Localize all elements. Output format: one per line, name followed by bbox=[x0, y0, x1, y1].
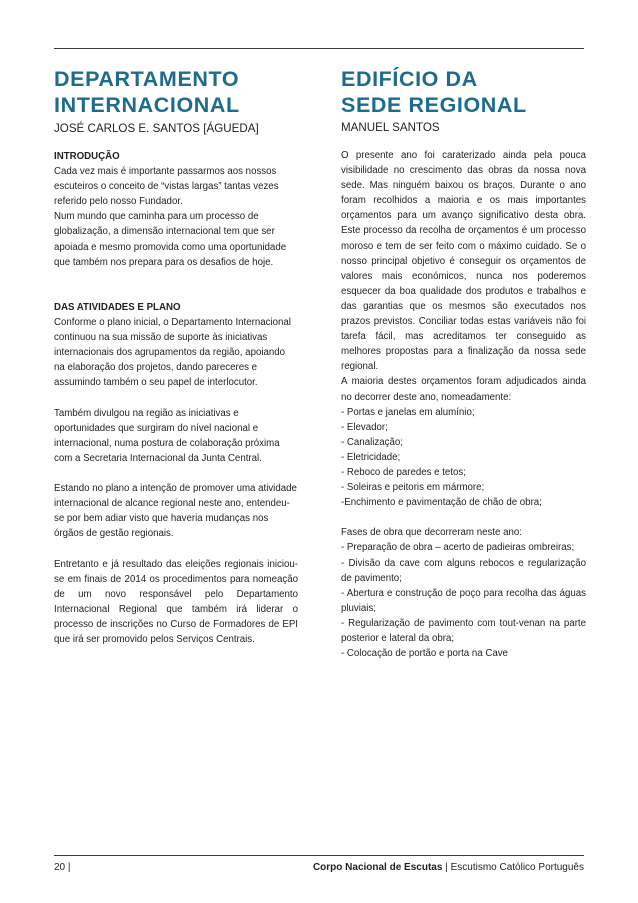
title-line: EDIFÍCIO DA bbox=[341, 67, 478, 91]
list-item: - Canalização; bbox=[341, 436, 403, 448]
list-item: - Portas e janelas em alumínio; bbox=[341, 406, 475, 418]
paragraph: Entretanto e já resultado das eleições regionais iniciou-se em finais de 2014 os procedimentos para nomeação de um novo responsável pelo Departamento Internacional Regional que também irá liderar o processo de inscrições no Curso de Formadores de EPI que irá ser promovido pelos Serviços Centrais. bbox=[54, 558, 298, 645]
list-item: - Eletricidade; bbox=[341, 451, 401, 463]
phases-intro: Fases de obra que decorreram neste ano: bbox=[341, 527, 522, 539]
right-body bbox=[341, 148, 586, 661]
footer-publication bbox=[313, 862, 584, 873]
department-title bbox=[54, 66, 298, 118]
building-title bbox=[341, 66, 586, 118]
paragraph: Num mundo que caminha para um processo de globalização, a dimensão internacional tem que ser apoiada e mesmo promovida como uma oportunidade que também nos prepara para os desafios de hoje. bbox=[54, 211, 287, 268]
paragraph: Conforme o plano inicial, o Departamento Internacional continuou na sua missão de suporte às iniciativas internacionais dos agrupamentos da região, apoiando na elaboração dos projetos, dando pareceres e assumindo também o seu papel de interlocutor. bbox=[54, 317, 291, 389]
paragraph: O presente ano foi caraterizado ainda pela pouca visibilidade no crescimento das obras da nossa nova sede. Mas ninguém baixou os braços. Durante o ano foram recolhidos a maioria e os mais importantes orçamentos para um avanço significativo desta obra. Este processo da recolha de orçamentos é um processo moroso e tem de ser feito com o máximo cuidado. Se o nosso principal objetivo é conseguir os orçamentos de valores mais económicos, nunca nos poderemos esquecer da boa qualidade dos produtos e trabalhos e das garantias que os mesmos são executados nos prazos previstos. Conciliar todas estas variáveis não foi tarefa fácil, mas acreditamos ter conseguido as melhores propostas para a finalização da nossa sede regional. bbox=[341, 150, 586, 373]
paragraph: Cada vez mais é importante passarmos aos nossos escuteiros o conceito de “vistas largas” tantas vezes referido pelo nosso Fundador. bbox=[54, 166, 279, 208]
title-line: INTERNACIONAL bbox=[54, 93, 240, 117]
footer-separator: | bbox=[445, 862, 448, 873]
section-heading: INTRODUÇÃO bbox=[54, 151, 120, 162]
top-rule bbox=[54, 48, 584, 49]
left-body bbox=[54, 149, 298, 647]
publication-subtitle: Escutismo Católico Português bbox=[450, 862, 584, 873]
list-item: - Colocação de portão e porta na Cave bbox=[341, 648, 508, 660]
publication-name: Corpo Nacional de Escutas bbox=[312, 862, 443, 873]
list-item: - Divisão da cave com alguns rebocos e regularização de pavimento; bbox=[341, 557, 586, 584]
title-line: DEPARTAMENTO bbox=[54, 67, 240, 91]
list-item: - Preparação de obra – acerto de padieiras ombreiras; bbox=[341, 542, 575, 554]
list-item: - Regularização de pavimento com tout-venan na parte posterior e lateral da obra; bbox=[341, 617, 586, 644]
list-item: - Soleiras e peitoris em mármore; bbox=[341, 482, 485, 494]
list-item: - Elevador; bbox=[341, 421, 388, 433]
author-name: JOSÉ CARLOS E. SANTOS [ÁGUEDA] bbox=[54, 122, 259, 135]
page-number: 20 | bbox=[54, 862, 71, 873]
right-column bbox=[341, 66, 586, 661]
paragraph: A maioria destes orçamentos foram adjudicados ainda no decorrer deste ano, nomeadamente: bbox=[341, 376, 586, 403]
list-item: - Abertura e construção de poço para recolha das águas pluviais; bbox=[341, 587, 586, 614]
bottom-rule bbox=[54, 855, 584, 856]
list-item: -Enchimento e pavimentação de chão de obra; bbox=[341, 497, 542, 509]
list-item: - Reboco de paredes e tetos; bbox=[341, 466, 466, 478]
paragraph: Estando no plano a intenção de promover uma atividade internacional de alcance regional neste ano, entendeu-se por bem adiar visto que haveria mudanças nos órgãos de gestão regionais. bbox=[54, 483, 297, 540]
paragraph: Também divulgou na região as iniciativas e oportunidades que surgiram do nível nacional e internacional, numa postura de colaboração próxima com a Secretaria Internacional da Junta Central. bbox=[54, 407, 280, 464]
section-heading: DAS ATIVIDADES E PLANO bbox=[54, 301, 181, 313]
left-column bbox=[54, 66, 298, 647]
title-line: SEDE REGIONAL bbox=[341, 93, 527, 117]
author-name: MANUEL SANTOS bbox=[341, 121, 440, 134]
